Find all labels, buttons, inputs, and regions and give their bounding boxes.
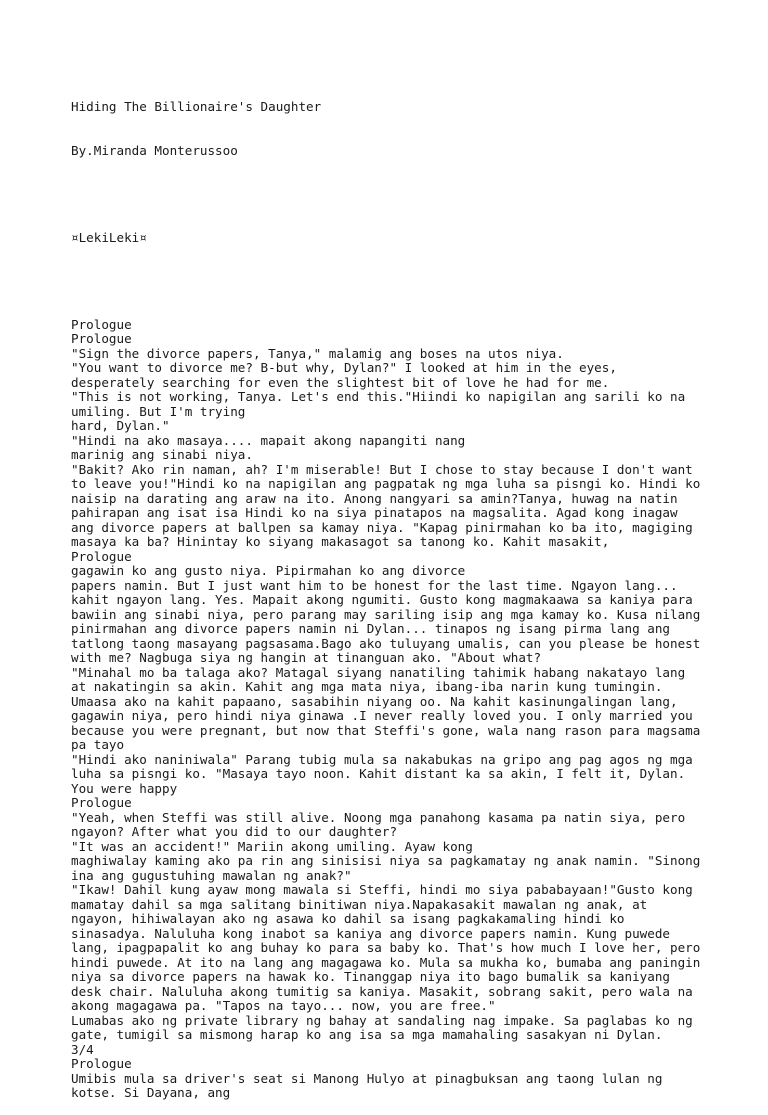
document-body: [71, 318, 731, 1101]
body-line: 3/4: [71, 1041, 94, 1057]
body-line: Umaasa ako na kahit papaano, sasabihin niyang oo. Na kahit kasinungalingan lang,: [71, 693, 678, 709]
body-line: "Sign the divorce papers, Tanya," malamig ang boses na utos niya.: [71, 345, 564, 361]
body-line: "Hindi na ako masaya.... mapait akong napangiti nang: [71, 432, 466, 448]
body-line: hard, Dylan.": [71, 418, 170, 433]
body-line: akong magagawa pa. "Tapos na tayo... now, you are free.": [71, 998, 496, 1013]
document-title: Hiding The Billionaire's Daughter: [71, 99, 322, 114]
body-line: tatlong taong masayang pagsasama.Bago ako tuluyang umalis, can you please be honest: [71, 635, 701, 651]
body-line: "Hindi ako naniniwala" Parang tubig mula sa nakabukas na gripo ang pag agos ng mga: [71, 751, 693, 767]
body-line: Lumabas ako ng private library ng bahay at sandaling nag impake. Sa paglabas ko ng: [71, 1012, 693, 1028]
body-line: pinirmahan ang divorce papers namin ni Dylan... tinapos ng isang pirma lang ang: [71, 621, 670, 636]
body-line: desperately searching for even the slightest bit of love he had for me.: [71, 374, 610, 390]
body-line: desk chair. Naluluha akong tumitig sa kaniya. Masakit, sobrang sakit, pero wala na: [71, 983, 693, 999]
body-line: gagawin niya, pero hindi niya ginawa .I never really loved you. I only married you: [71, 708, 693, 723]
body-line: Umibis mula sa driver's seat si Manong Hulyo at pinagbuksan ang taong lulan ng: [71, 1070, 663, 1086]
body-line: bawiin ang sinabi niya, pero parang may sariling isip ang mga kamay ko. Kusa nilang: [71, 606, 701, 622]
body-line: mamatay dahil sa mga salitang binitiwan niya.Napakasakit mawalan ng anak, at: [71, 896, 648, 912]
body-line: gate, tumigil sa mismong harap ko ang isa sa mga mamahaling sasakyan ni Dylan.: [71, 1027, 663, 1042]
body-line: lang, ipagpapalit ko ang buhay ko para sa baby ko. That's how much I love her, pero: [71, 940, 701, 955]
body-line: ang divorce papers at ballpen sa kamay niya. "Kapag pinirmahan ko ba ito, magiging: [71, 519, 693, 535]
body-line: papers namin. But I just want him to be honest for the last time. Ngayon lang...: [71, 577, 678, 593]
body-line: kotse. Si Dayana, ang: [71, 1085, 231, 1100]
document-page: [71, 71, 731, 1115]
body-line: Prologue: [71, 795, 132, 810]
body-line: marinig ang sinabi niya.: [71, 447, 253, 462]
body-line: "Bakit? Ako rin naman, ah? I'm miserable! But I chose to stay because I don't want: [71, 461, 693, 477]
body-line: pa tayo: [71, 737, 125, 752]
body-line: gagawin ko ang gusto niya. Pipirmahan ko ang divorce: [71, 563, 466, 578]
body-line: ina ang gugustuhing mawalan ng anak?": [71, 867, 352, 883]
body-line: "Minahal mo ba talaga ako? Matagal siyang nanatiling tahimik habang nakatayo lang: [71, 664, 686, 680]
body-line: because you were pregnant, but now that Steffi's gone, wala nang rason para magsama: [71, 722, 701, 738]
body-line: luha sa pisngi ko. "Masaya tayo noon. Kahit distant ka sa akin, I felt it, Dylan.: [71, 766, 686, 781]
body-line: kahit ngayon lang. Yes. Mapait akong ngumiti. Gusto kong magmakaawa sa kaniya para: [71, 592, 693, 607]
body-line: umiling. But I'm trying: [71, 403, 246, 419]
body-line: "This is not working, Tanya. Let's end this."Hiindi ko napigilan ang sarili ko na: [71, 389, 686, 404]
body-line: Prologue: [71, 316, 132, 332]
body-line: ngayon? After what you did to our daughter?: [71, 824, 398, 839]
body-line: Prologue: [71, 548, 132, 564]
body-line: Prologue: [71, 331, 132, 346]
body-line: ngayon, hihiwalayan ako ng asawa ko dahil sa isang pagkakamaling hindi ko: [71, 911, 625, 926]
body-line: at nakatingin sa akin. Kahit ang mga mata niya, ibang-iba narin kung tumingin.: [71, 679, 663, 694]
body-line: "It was an accident!" Mariin akong umiling. Ayaw kong: [71, 838, 473, 854]
uploader-name: ¤LekiLeki¤: [71, 229, 147, 245]
spacer: [71, 187, 731, 202]
body-line: "You want to divorce me? B-but why, Dylan?" I looked at him in the eyes,: [71, 360, 617, 375]
body-line: masaya ka ba? Hinintay ko siyang makasagot sa tanong ko. Kahit masakit,: [71, 534, 610, 549]
body-line: niya sa divorce papers na hawak ko. Tinanggap niya ito bago bumalik sa kaniyang: [71, 969, 670, 984]
body-line: Prologue: [71, 1056, 132, 1071]
spacer: [71, 274, 731, 289]
body-line: naisip na darating ang araw na ito. Anong nangyari sa amin?Tanya, huwag na natin: [71, 490, 678, 506]
body-line: "Ikaw! Dahil kung ayaw mong mawala si Steffi, hindi mo siya pababayaan!"Gusto kong: [71, 882, 693, 897]
body-line: pahirapan ang isat isa Hindi ko na siya pinatapos na magsalita. Agad kong inagaw: [71, 505, 678, 520]
body-line: sinasadya. Naluluha kong inabot sa kaniya ang divorce papers namin. Kung puwede: [71, 925, 670, 941]
body-line: "Yeah, when Steffi was still alive. Noong mga panahong kasama pa natin siya, pero: [71, 809, 686, 825]
body-line: hindi puwede. At ito na lang ang magagawa ko. Mula sa mukha ko, bumaba ang paningin: [71, 954, 701, 970]
body-line: with me? Nagbuga siya ng hangin at tinanguan ako. "About what?: [71, 650, 542, 665]
body-line: maghiwalay kaming ako pa rin ang sinisisi niya sa pagkamatay ng anak namin. "Sinong: [71, 853, 701, 868]
document-author: By.Miranda Monterussoo: [71, 142, 238, 158]
body-line: to leave you!"Hindi ko na napigilan ang pagpatak ng mga luha sa pisngi ko. Hindi ko: [71, 476, 701, 491]
body-line: You were happy: [71, 780, 178, 796]
